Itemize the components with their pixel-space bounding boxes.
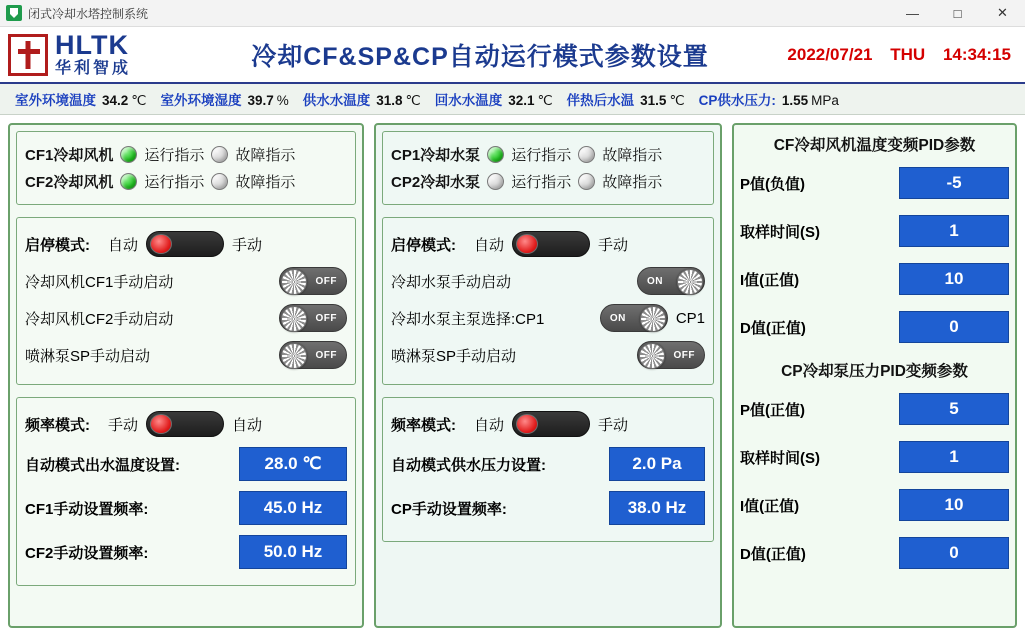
sp-manual-start-switch[interactable] (279, 341, 347, 369)
cp-freq-mode-left-option: 自动 (474, 416, 505, 434)
cf-freq-mode-row (25, 411, 347, 437)
cf-freq-mode-right-option: 自动 (232, 416, 263, 434)
status-label: 回水水温度 (434, 93, 503, 108)
cp1-name: CP1冷却水泵 (391, 147, 481, 164)
close-icon[interactable]: ✕ (997, 5, 1008, 20)
cf-start-mode-panel (16, 217, 356, 385)
cf2-fault-label: 故障指示 (235, 174, 296, 191)
cf-pid-i-row (740, 263, 1009, 295)
cp-main-pump-select-tail: CP1 (675, 309, 705, 327)
clock-weekday: THU (890, 44, 926, 64)
status-unit: ℃ (537, 93, 553, 108)
cf1-fault-label: 故障指示 (235, 147, 296, 164)
cf-pid-d-value[interactable]: 0 (899, 311, 1009, 343)
cp-indicator-panel (382, 131, 714, 205)
status-unit: % (276, 93, 289, 108)
maximize-icon[interactable]: □ (953, 5, 962, 21)
status-value: 31.8 (376, 93, 403, 108)
main-content (0, 115, 1025, 628)
panel-cf-fans (8, 123, 364, 628)
cf2-run-lamp-icon (120, 173, 137, 190)
cp-manual-start-state: ON (647, 275, 663, 287)
brand-logo (0, 32, 235, 77)
cf1-indicator-row (25, 144, 347, 165)
cf-auto-outlet-temp-value[interactable]: 28.0 ℃ (239, 447, 347, 481)
cf-start-mode-right-option: 手动 (232, 236, 263, 254)
cp-pid-sample-value[interactable]: 1 (899, 441, 1009, 473)
cf-pid-sample-label: 取样时间(S) (740, 223, 820, 241)
cf-frequency-panel (16, 397, 356, 586)
brand-name-en: HLTK (55, 30, 129, 60)
cp-main-pump-select-state: ON (609, 312, 626, 324)
cp2-run-label: 运行指示 (511, 174, 572, 191)
cf2-manual-freq-row (25, 535, 347, 569)
status-heated-water-temp (560, 89, 692, 109)
status-value: 32.1 (508, 93, 535, 108)
status-label: 室外环境温度 (15, 93, 96, 108)
panel-pid-parameters (732, 123, 1017, 628)
page-title: 冷却CF&SP&CP自动运行模式参数设置 (251, 42, 709, 71)
cf-pid-sample-row (740, 215, 1009, 247)
cf-auto-outlet-temp-row (25, 447, 347, 481)
cp-sp-manual-start-state: OFF (673, 349, 695, 361)
cp-pid-title: CP冷却泵压力PID变频参数 (781, 363, 968, 380)
cp-start-mode-right-option: 手动 (598, 236, 629, 254)
sp-manual-start-row (25, 341, 347, 369)
cp2-run-lamp-icon (487, 173, 504, 190)
cf1-manual-start-switch[interactable] (279, 267, 347, 295)
clock-time: 14:34:15 (942, 44, 1011, 64)
cp-main-pump-select-row (391, 304, 705, 332)
cf2-fault-lamp-icon (211, 173, 228, 190)
status-label: CP供水压力: (698, 93, 776, 108)
status-value: 39.7 (247, 93, 274, 108)
cp-pid-p-value[interactable]: 5 (899, 393, 1009, 425)
cf-pid-p-value[interactable]: -5 (899, 167, 1009, 199)
cp2-fault-label: 故障指示 (602, 174, 663, 191)
cp-pid-i-label: I值(正值) (740, 497, 800, 515)
cf1-manual-freq-row (25, 491, 347, 525)
cp-manual-freq-label: CP手动设置频率: (391, 500, 507, 518)
cf-start-mode-toggle[interactable] (146, 231, 224, 257)
brand-text (55, 32, 131, 77)
brand-name-cn: 华利智成 (55, 60, 132, 77)
status-return-water-temp (428, 89, 560, 109)
cf1-fault-lamp-icon (211, 146, 228, 163)
status-label: 伴热后水温 (566, 93, 635, 108)
cf2-manual-start-label: 冷却风机CF2手动启动 (25, 310, 174, 328)
cf2-manual-freq-value[interactable]: 50.0 Hz (239, 535, 347, 569)
status-value: 1.55 (781, 93, 809, 108)
cf1-run-lamp-icon (120, 146, 137, 163)
cf2-manual-start-state: OFF (315, 312, 337, 324)
status-supply-water-temp (296, 89, 428, 109)
cp-start-mode-panel (382, 217, 714, 385)
status-value: 31.5 (640, 93, 667, 108)
status-unit: MPa (811, 93, 839, 108)
status-unit: ℃ (131, 93, 147, 108)
cf1-run-label: 运行指示 (144, 147, 205, 164)
cp-pid-i-row (740, 489, 1009, 521)
cp-pid-p-row (740, 393, 1009, 425)
status-outdoor-humidity (153, 89, 295, 109)
cf2-name: CF2冷却风机 (25, 174, 114, 191)
status-cp-supply-pressure (692, 89, 846, 109)
cp-pid-sample-row (740, 441, 1009, 473)
minimize-icon[interactable]: — (906, 5, 919, 21)
cf1-name: CF1冷却风机 (25, 147, 114, 164)
clock-date: 2022/07/21 (787, 44, 873, 64)
app-logo-icon (6, 5, 22, 21)
sp-manual-start-label: 喷淋泵SP手动启动 (25, 347, 151, 365)
window-controls (890, 0, 1025, 27)
cp1-indicator-row (391, 144, 705, 165)
cf-freq-mode-label: 频率模式: (25, 416, 90, 434)
cf-freq-mode-toggle[interactable] (146, 411, 224, 437)
status-strip (0, 84, 1025, 115)
cf-indicator-panel (16, 131, 356, 205)
cp-pid-p-label: P值(正值) (740, 401, 805, 419)
cf-start-mode-row (25, 231, 347, 257)
cp-start-mode-label: 启停模式: (391, 236, 456, 254)
cp-freq-mode-label: 频率模式: (391, 416, 456, 434)
cp-auto-pressure-row (391, 447, 705, 481)
page-header (0, 27, 1025, 84)
cf-freq-mode-left-option: 手动 (108, 416, 139, 434)
cf2-run-label: 运行指示 (144, 174, 205, 191)
status-label: 室外环境湿度 (160, 93, 242, 108)
clock-display (725, 45, 1025, 65)
cf1-manual-freq-value[interactable]: 45.0 Hz (239, 491, 347, 525)
cf1-manual-start-label: 冷却风机CF1手动启动 (25, 273, 174, 291)
cp-manual-freq-row (391, 491, 705, 525)
cf-start-mode-left-option: 自动 (108, 236, 139, 254)
cp2-name: CP2冷却水泵 (391, 174, 481, 191)
status-unit: ℃ (669, 93, 685, 108)
cf2-indicator-row (25, 171, 347, 192)
cf-pid-title: CF冷却风机温度变频PID参数 (773, 137, 976, 154)
cf-pid-d-label: D值(正值) (740, 319, 806, 337)
cp-manual-start-switch[interactable] (637, 267, 705, 295)
status-outdoor-temp (8, 89, 153, 109)
cp1-run-lamp-icon (487, 146, 504, 163)
cp1-fault-lamp-icon (578, 146, 595, 163)
cf-pid-i-label: I值(正值) (740, 271, 800, 289)
cf-pid-d-row (740, 311, 1009, 343)
cp-frequency-panel (382, 397, 714, 542)
cp2-fault-lamp-icon (578, 173, 595, 190)
cp1-fault-label: 故障指示 (602, 147, 663, 164)
cp-pid-sample-label: 取样时间(S) (740, 449, 820, 467)
cp-start-mode-left-option: 自动 (474, 236, 505, 254)
cp-pid-d-value[interactable]: 0 (899, 537, 1009, 569)
cf1-manual-start-state: OFF (315, 275, 337, 287)
cp-sp-manual-start-switch[interactable] (637, 341, 705, 369)
cf-pid-i-value[interactable]: 10 (899, 263, 1009, 295)
cp-manual-freq-value[interactable]: 38.0 Hz (609, 491, 705, 525)
title-bar (0, 0, 1025, 27)
cf2-manual-freq-label: CF2手动设置频率: (25, 544, 149, 562)
cp-start-mode-toggle[interactable] (512, 231, 590, 257)
cp-manual-start-label: 冷却水泵手动启动 (391, 273, 512, 291)
sp-manual-start-state: OFF (315, 349, 337, 361)
cf2-manual-start-row (25, 304, 347, 332)
status-label: 供水水温度 (302, 93, 371, 108)
cf-auto-outlet-temp-label: 自动模式出水温度设置: (25, 456, 180, 474)
cp-pid-i-value[interactable]: 10 (899, 489, 1009, 521)
cf1-manual-start-row (25, 267, 347, 295)
status-unit: ℃ (405, 93, 421, 108)
cf1-manual-freq-label: CF1手动设置频率: (25, 500, 149, 518)
cp-manual-start-row (391, 267, 705, 295)
cf2-manual-start-switch[interactable] (279, 304, 347, 332)
status-value: 34.2 (102, 93, 129, 108)
cp-pid-d-row (740, 537, 1009, 569)
cp-start-mode-row (391, 231, 705, 257)
cp-sp-manual-start-label: 喷淋泵SP手动启动 (391, 347, 517, 365)
cf-pid-p-label: P值(负值) (740, 175, 805, 193)
cp-freq-mode-toggle[interactable] (512, 411, 590, 437)
brand-mark-icon (8, 34, 48, 76)
cf-pid-sample-value[interactable]: 1 (899, 215, 1009, 247)
window-title: 闭式冷却水塔控制系统 (28, 6, 149, 21)
cp-pid-d-label: D值(正值) (740, 545, 806, 563)
cp-freq-mode-row (391, 411, 705, 437)
cp-sp-manual-start-row (391, 341, 705, 369)
cp-auto-pressure-value[interactable]: 2.0 Pa (609, 447, 705, 481)
cf-pid-p-row (740, 167, 1009, 199)
cp-main-pump-select-switch[interactable] (600, 304, 668, 332)
cp-freq-mode-right-option: 手动 (598, 416, 629, 434)
panel-cp-pumps (374, 123, 722, 628)
cf-start-mode-label: 启停模式: (25, 236, 90, 254)
cp2-indicator-row (391, 171, 705, 192)
cp-auto-pressure-label: 自动模式供水压力设置: (391, 456, 546, 474)
cp1-run-label: 运行指示 (511, 147, 572, 164)
cp-main-pump-select-label: 冷却水泵主泵选择:CP1 (391, 310, 545, 328)
